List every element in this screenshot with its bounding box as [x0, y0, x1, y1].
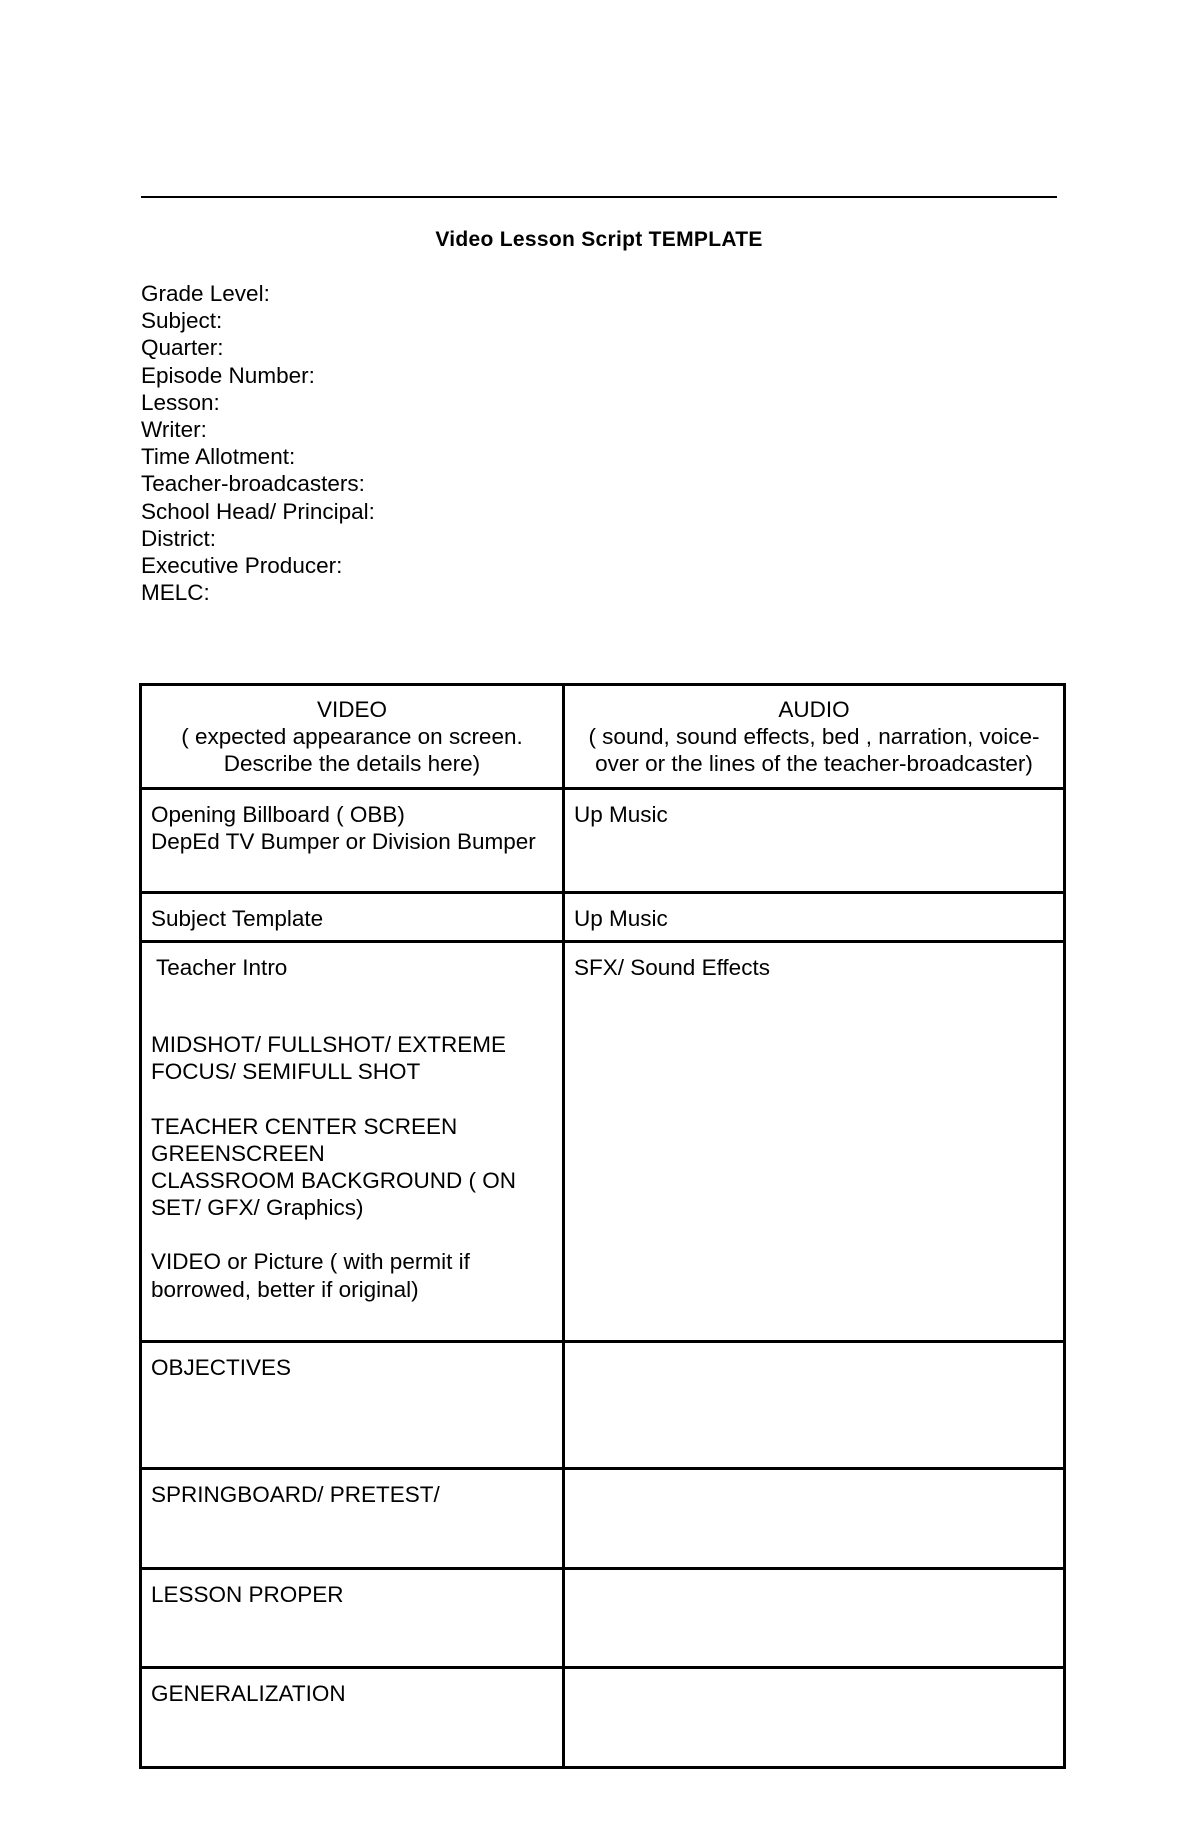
table-row: [141, 1342, 1065, 1469]
document-title: Video Lesson Script TEMPLATE: [435, 228, 763, 251]
audio-header-title: AUDIO: [778, 697, 850, 722]
audio-header-cell: [564, 685, 1065, 789]
field-time-allotment: Time Allotment:: [141, 444, 296, 470]
video-cell-line: Subject Template: [151, 906, 324, 931]
table-row: [141, 893, 1065, 942]
audio-cell-text: Up Music: [574, 906, 668, 931]
table-header-row: [141, 685, 1065, 789]
video-cell-picture: VIDEO or Picture ( with permit if borrowed, better if original): [151, 1249, 470, 1302]
video-cell-text: LESSON PROPER: [151, 1582, 344, 1607]
field-grade-level: Grade Level:: [141, 281, 270, 306]
video-cell: [141, 1569, 564, 1668]
field-quarter: Quarter:: [141, 335, 224, 361]
video-cell-shots: MIDSHOT/ FULLSHOT/ EXTREME FOCUS/ SEMIFULL SHOT: [151, 1032, 507, 1085]
audio-header-desc: ( sound, sound effects, bed , narration, voice-over or the lines of the teacher-broadcaster): [588, 724, 1040, 777]
table-row: [141, 1469, 1065, 1569]
audio-cell-text: SFX/ Sound Effects: [574, 955, 770, 980]
video-cell: [141, 1668, 564, 1768]
field-lesson: Lesson:: [141, 389, 220, 415]
video-cell-text: OBJECTIVES: [151, 1355, 292, 1380]
field-subject: Subject:: [141, 308, 223, 334]
field-executive-producer: Executive Producer:: [141, 553, 343, 579]
audio-cell: [564, 1469, 1065, 1569]
field-teacher-broadcasters: Teacher-broadcasters:: [141, 471, 365, 497]
video-header-title: VIDEO: [316, 697, 388, 722]
table-row: [141, 1668, 1065, 1768]
video-cell: [141, 789, 564, 893]
field-school-head: School Head/ Principal:: [141, 498, 375, 524]
video-cell-setting: GREENSCREEN: [151, 1140, 325, 1166]
video-cell-intro: Teacher Intro: [156, 955, 288, 980]
video-cell: [141, 1469, 564, 1569]
audio-cell: [564, 789, 1065, 893]
audio-cell: [564, 1668, 1065, 1768]
field-district: District:: [141, 525, 216, 551]
video-cell-setting: TEACHER CENTER SCREEN: [151, 1113, 458, 1139]
video-header-cell: [141, 685, 564, 789]
audio-cell: [564, 1342, 1065, 1469]
video-header-desc: ( expected appearance on screen. Describe the details here): [181, 724, 523, 777]
script-table: [139, 683, 1066, 1769]
header-rule: [141, 196, 1057, 198]
audio-cell: [564, 1569, 1065, 1668]
field-writer: Writer:: [141, 417, 207, 443]
audio-cell: [564, 942, 1065, 1342]
video-cell-text: SPRINGBOARD/ PRETEST/: [151, 1482, 440, 1507]
video-cell: [141, 1342, 564, 1469]
video-cell-line: DepEd TV Bumper or Division Bumper: [151, 829, 536, 855]
audio-cell-text: Up Music: [574, 802, 668, 827]
table-row: [141, 942, 1065, 1342]
field-melc: MELC:: [141, 580, 210, 606]
video-cell-line: Opening Billboard ( OBB): [151, 802, 405, 827]
field-episode-number: Episode Number:: [141, 362, 315, 388]
table-row: [141, 1569, 1065, 1668]
video-cell-text: GENERALIZATION: [151, 1681, 346, 1706]
audio-cell: [564, 893, 1065, 942]
video-cell: [141, 942, 564, 1342]
table-row: [141, 789, 1065, 893]
video-cell: [141, 893, 564, 942]
lesson-info-fields: [141, 280, 375, 606]
video-cell-setting: CLASSROOM BACKGROUND ( ON SET/ GFX/ Graphics): [151, 1168, 517, 1221]
